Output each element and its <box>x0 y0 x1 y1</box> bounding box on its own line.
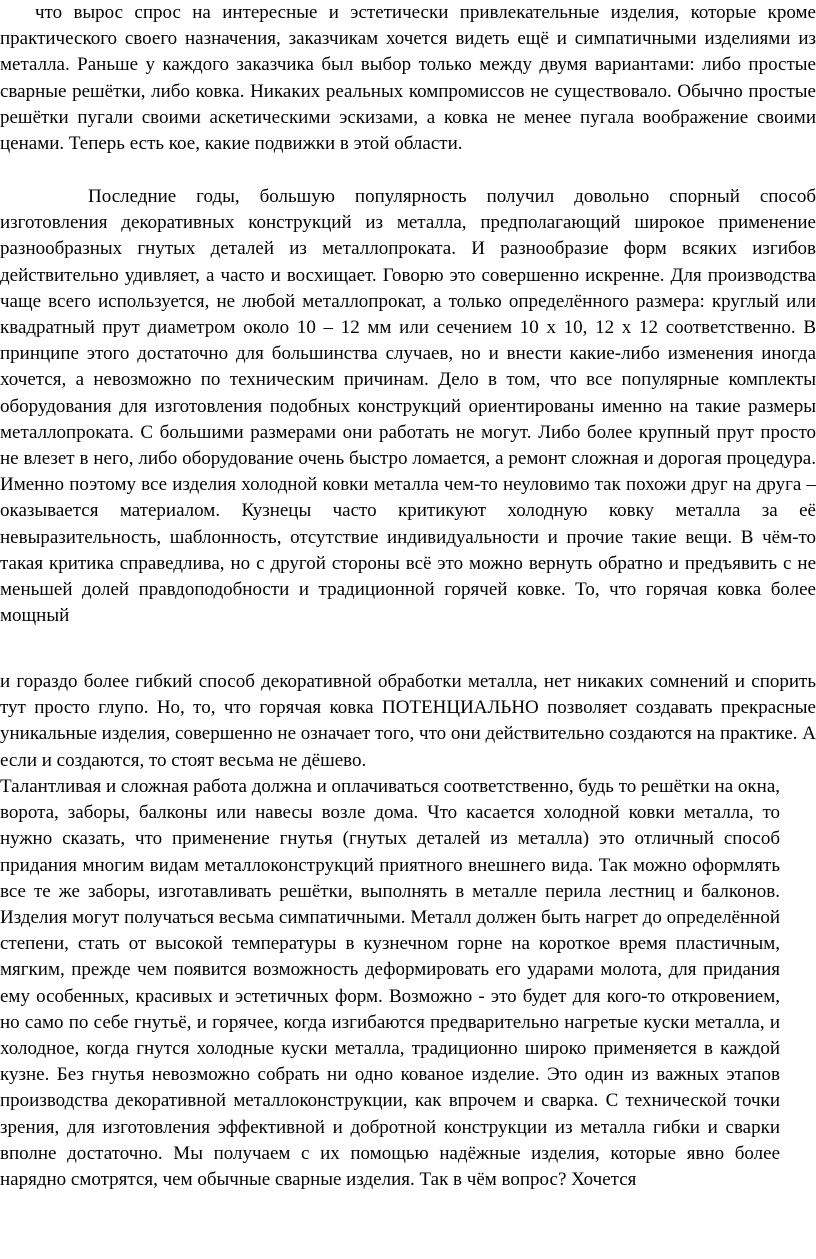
paragraph-1: что вырос спрос на интересные и эстетически привлекательные изделия, которые кроме практического своего назначения, заказчикам хочется видеть ещё и симпатичными изделиями из металла. Раньше у каждого заказчика был выбор только между двумя вариантами: либо простые сварные решётки, либо ковка. Никаких реальных компромиссов не существовало. Обычно простые решётки пугали своими аскетическими эскизами, а ковка не менее пугала воображение своими ценами. Теперь есть кое, какие подвижки в этой области. <box>0 2 816 155</box>
paragraph-2: Последние годы, большую популярность получил довольно спорный способ изготовления декоративных конструкций из металла, предполагающий широкое применение разнообразных гнутых деталей из металлопроката. И разнообразие форм всяких изгибов действительно удивляет, а часто и восхищает. Говорю это совершенно искренне. Для производства чаще всего используется, не любой металлопрокат, а только определённого размера: круглый или квадратный прут диаметром около 10 – 12 мм или сечением 10 х 10, 12 х 12 соответственно. В принципе этого достаточно для большинства случаев, но и внести какие-либо изменения иногда хочется, а невозможно по техническим причинам. Дело в том, что все популярные комплекты оборудования для изготовления подобных конструкций ориентированы именно на такие размеры металлопроката. С большими размерами они работать не могут. Либо более крупный прут просто не влезет в него, либо оборудование очень быстро ломается, а ремонт сложная и дорогая процедура. Именно поэтому все изделия холодной ковки металла чем-то неуловимо так похожи друг на друга – оказывается материалом. Кузнецы часто критикуют холодную ковку металла за её невыразительность, шаблонность, отсутствие индивидуальности и прочие такие вещи. В чём-то такая критика справедлива, но с другой стороны всё это можно вернуть обратно и предъявить с не меньшей долей правдоподобности и традиционной горячей ковке. То, что горячая ковка более мощный <box>0 186 816 627</box>
paragraph-4: Талантливая и сложная работа должна и оплачиваться соответственно, будь то решётки на окна, ворота, заборы, балконы или навесы возле дома. Что касается холодной ковки металла, то нужно сказать, что применение гнутья (гнутых деталей из металла) это отличный способ придания многим видам металлоконструкций приятного внешнего вида. Так можно оформлять все те же заборы, изготавливать решётки, выполнять в металле перила лестниц и балконов. Изделия могут получаться весьма симпатичными. Металл должен быть нагрет до определённой степени, стать от высокой температуры в кузнечном горне на короткое время пластичным, мягким, прежде чем появится возможность деформировать его ударами молота, для придания ему особенных, красивых и эстетичных форм. Возможно - это будет для кого-то откровением, но само по себе гнутьё, и горячее, когда изгибаются предварительно нагретые куски металла, и холодное, когда гнутся холодные куски металла, традиционно широко применяется в каждой кузне. Без гнутья невозможно собрать ни одно кованое изделие. Это один из важных этапов производства декоративной металлоконструкции, как впрочем и сварка. С технической точки зрения, для изготовления эффективной и добротной конструкции из металла гибки и сварки вполне достаточно. Мы получаем с их помощью надёжные изделия, которые явно более нарядно смотрятся, чем обычные сварные изделия. Так в чём вопрос? Хочется <box>0 776 780 1191</box>
paragraph-3: и гораздо более гибкий способ декоративной обработки металла, нет никаких сомнений и спорить тут просто глупо. Но, то, что горячая ковка ПОТЕНЦИАЛЬНО позволяет создавать прекрасные уникальные изделия, совершенно не означает того, что они действительно создаются на практике. А если и создаются, то стоят весьма не дёшево. <box>0 671 816 771</box>
